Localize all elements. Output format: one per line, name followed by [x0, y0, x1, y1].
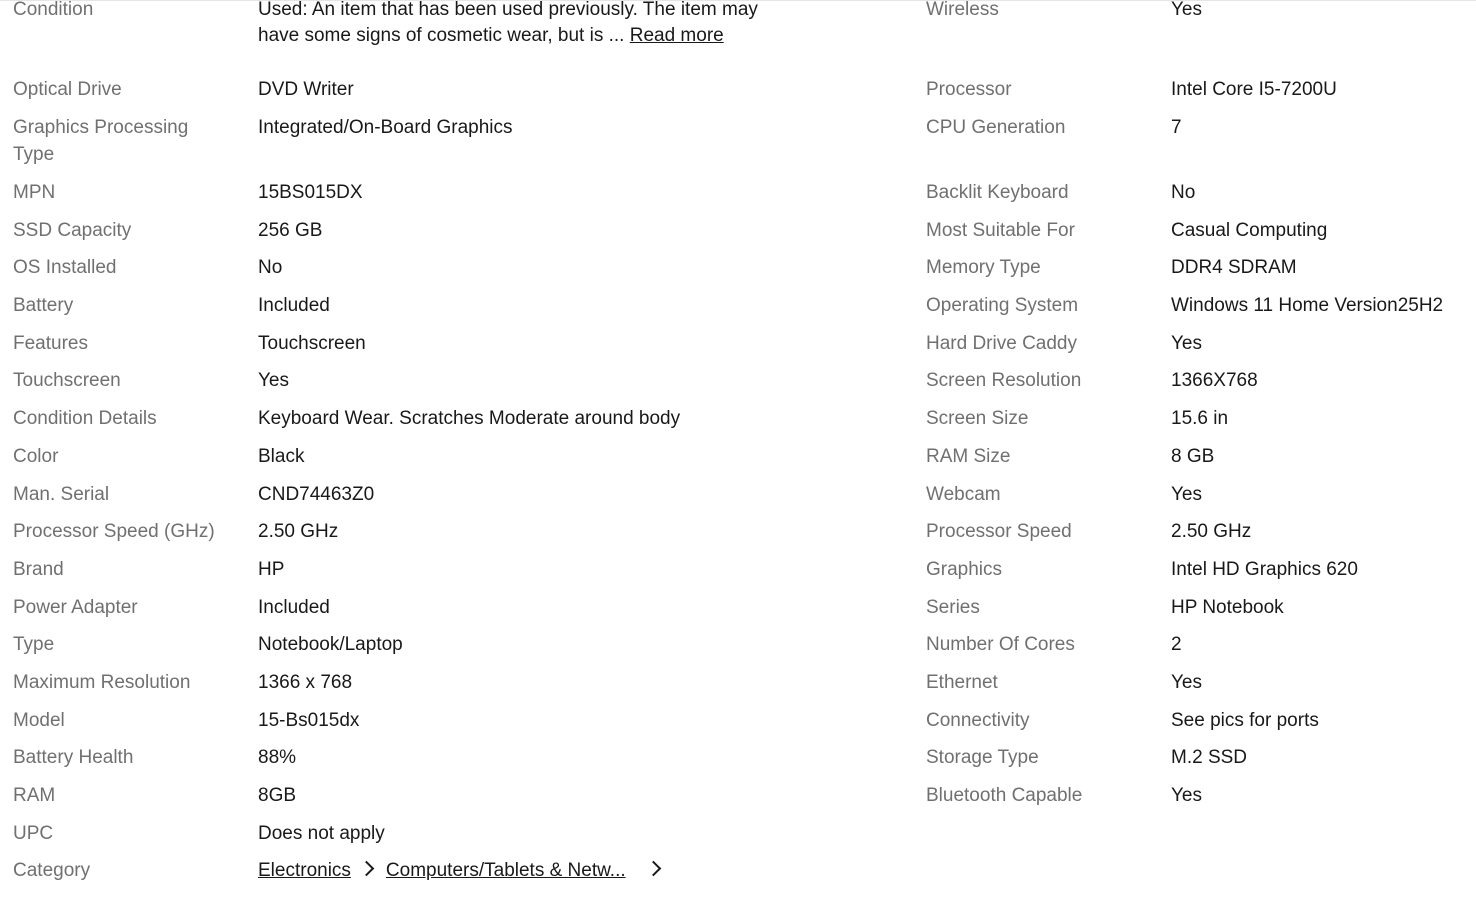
condition-value-line2: have some signs of cosmetic wear, but is ...: [258, 25, 625, 46]
chevron-right-icon[interactable]: [645, 861, 661, 877]
spec-label: MPN: [13, 182, 56, 203]
spec-label: Color: [13, 445, 59, 467]
spec-row-touchscreen: [0, 367, 1476, 405]
spec-label: Screen Size: [926, 408, 1029, 430]
spec-label: Processor: [926, 79, 1012, 100]
spec-label: SSD Capacity: [13, 219, 132, 241]
spec-value: Integrated/On-Board Graphics: [258, 117, 513, 138]
spec-label: Hard Drive Caddy: [926, 332, 1077, 354]
condition-value-line2-wrap: [258, 22, 724, 49]
spec-label: Processor Speed: [926, 521, 1072, 543]
spec-value: Does not apply: [258, 822, 385, 844]
spec-label: Storage Type: [926, 747, 1039, 769]
spec-label: Series: [926, 596, 980, 618]
spec-row-ram: [0, 782, 1476, 820]
spec-value: Yes: [258, 370, 289, 392]
spec-value: Notebook/Laptop: [258, 634, 403, 656]
spec-label: Connectivity: [926, 709, 1030, 731]
spec-value: 15BS015DX: [258, 182, 363, 203]
spec-value: 1366 x 768: [258, 671, 353, 693]
spec-value: 2.50 GHz: [1171, 521, 1252, 543]
spec-value: 15.6 in: [1171, 408, 1229, 430]
spec-row-brand: [0, 556, 1476, 594]
spec-label: CPU Generation: [926, 117, 1066, 138]
spec-value: No: [258, 257, 283, 279]
spec-label: Processor Speed (GHz): [13, 521, 215, 543]
spec-value: 8 GB: [1171, 445, 1215, 467]
category-breadcrumb: [258, 857, 673, 884]
spec-value: 2: [1171, 634, 1182, 656]
spec-label: Wireless: [926, 0, 999, 20]
spec-value: Intel Core I5-7200U: [1171, 79, 1337, 100]
spec-label: Battery: [13, 295, 74, 317]
spec-label: Battery Health: [13, 747, 134, 769]
chevron-right-icon: [359, 861, 375, 877]
spec-label: Maximum Resolution: [13, 671, 191, 693]
spec-label: Number Of Cores: [926, 634, 1075, 656]
spec-row-processor-speed-ghz: [0, 518, 1476, 556]
spec-label: Type: [13, 634, 55, 656]
spec-value: Windows 11 Home Version25H2: [1171, 295, 1444, 317]
spec-value: Yes: [1171, 483, 1202, 505]
spec-label: RAM: [13, 785, 56, 806]
condition-value-line1: Used: An item that has been used previously. The item may: [258, 0, 758, 20]
breadcrumb-computers-tablets[interactable]: Computers/Tablets & Netw...: [385, 860, 626, 882]
spec-value: Yes: [1171, 0, 1202, 20]
spec-value: See pics for ports: [1171, 709, 1319, 731]
spec-value: Touchscreen: [258, 332, 366, 354]
spec-row-man-serial: [0, 481, 1476, 519]
spec-row-battery-health: [0, 744, 1476, 782]
spec-value: 256 GB: [258, 219, 323, 241]
spec-label: UPC: [13, 822, 54, 844]
spec-value: 2.50 GHz: [258, 521, 339, 543]
spec-value: 15-Bs015dx: [258, 709, 360, 731]
breadcrumb-electronics[interactable]: Electronics: [258, 860, 351, 882]
spec-label: Category: [13, 860, 91, 882]
spec-row-ssd-capacity: [0, 217, 1476, 255]
spec-value: Included: [258, 295, 330, 317]
spec-value: Yes: [1171, 785, 1202, 806]
spec-label: Condition Details: [13, 408, 157, 430]
spec-label: Optical Drive: [13, 79, 122, 100]
spec-value: DVD Writer: [258, 79, 354, 100]
spec-value: Casual Computing: [1171, 219, 1328, 241]
spec-label: Operating System: [926, 295, 1079, 317]
spec-label: Touchscreen: [13, 370, 121, 392]
spec-value: HP Notebook: [1171, 596, 1284, 618]
spec-row-upc: [0, 820, 1476, 858]
spec-label: Man. Serial: [13, 483, 110, 505]
spec-row-graphics-processing-type: [0, 114, 1476, 179]
spec-row-model: [0, 707, 1476, 745]
spec-label: OS Installed: [13, 257, 117, 279]
spec-label: RAM Size: [926, 445, 1011, 467]
spec-row-type: [0, 631, 1476, 669]
spec-row-battery: [0, 292, 1476, 330]
spec-label: Graphics Processing Type: [13, 117, 189, 165]
spec-value: Yes: [1171, 671, 1202, 693]
spec-label: Most Suitable For: [926, 219, 1075, 241]
spec-label: Memory Type: [926, 257, 1041, 279]
spec-label: Power Adapter: [13, 596, 138, 618]
spec-value: HP: [258, 558, 285, 580]
spec-value: 8GB: [258, 785, 297, 806]
spec-label: Brand: [13, 558, 64, 580]
spec-label: Screen Resolution: [926, 370, 1082, 392]
spec-row-category: [0, 857, 1476, 897]
spec-label: Ethernet: [926, 671, 998, 693]
spec-label: Features: [13, 332, 88, 354]
spec-value: M.2 SSD: [1171, 747, 1248, 769]
spec-row-color: [0, 443, 1476, 481]
spec-label: Model: [13, 709, 65, 731]
spec-row-maximum-resolution: [0, 669, 1476, 707]
spec-value: 88%: [258, 747, 297, 769]
spec-value: 1366X768: [1171, 370, 1258, 392]
spec-value: Intel HD Graphics 620: [1171, 558, 1358, 580]
spec-label: Bluetooth Capable: [926, 785, 1083, 806]
spec-value: No: [1171, 182, 1196, 203]
spec-value: CND74463Z0: [258, 483, 375, 505]
spec-row-mpn: [0, 179, 1476, 217]
spec-value: Black: [258, 445, 305, 467]
spec-label: Graphics: [926, 558, 1003, 580]
spec-value: 7: [1171, 117, 1182, 138]
spec-label: Backlit Keyboard: [926, 182, 1069, 203]
spec-row-optical-drive: [0, 76, 1476, 114]
spec-label: Webcam: [926, 483, 1001, 505]
spec-row-condition-details: [0, 405, 1476, 443]
spec-row-power-adapter: [0, 594, 1476, 632]
spec-row-features: [0, 330, 1476, 368]
spec-label: Condition: [13, 0, 94, 20]
read-more-link[interactable]: Read more: [629, 25, 724, 46]
spec-value: Keyboard Wear. Scratches Moderate around body: [258, 408, 681, 430]
spec-row-condition: [0, 0, 1476, 76]
spec-value: Yes: [1171, 332, 1202, 354]
spec-value: DDR4 SDRAM: [1171, 257, 1297, 279]
spec-row-os-installed: [0, 254, 1476, 292]
spec-value: Included: [258, 596, 330, 618]
